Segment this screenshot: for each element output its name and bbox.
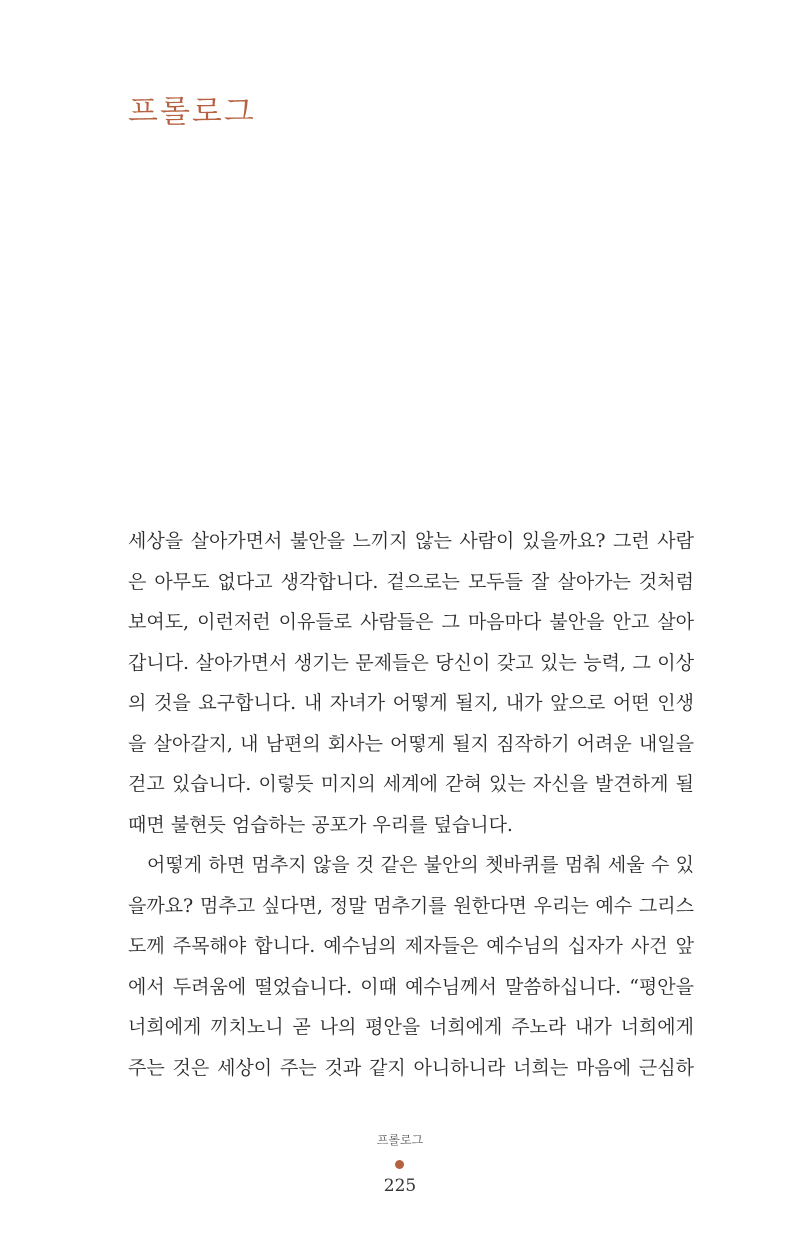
chapter-title: 프롤로그 — [128, 94, 256, 130]
text-line: 은 아무도 없다고 생각합니다. 겉으로는 모두들 잘 살아가는 것처럼 — [128, 570, 694, 593]
text-line: 세상을 살아가면서 불안을 느끼지 않는 사람이 있을까요? 그런 사람 — [128, 530, 694, 552]
text-line: 에서 두려움에 떨었습니다. 이때 예수님께서 말씀하십니다. “평안을 — [128, 975, 694, 998]
text-line: 때면 불현듯 엄습하는 공포가 우리를 덮습니다. — [128, 813, 513, 836]
text-line: 어떻게 하면 멈추지 않을 것 같은 불안의 쳇바퀴를 멈춰 세울 수 있 — [147, 854, 694, 876]
text-line: 걷고 있습니다. 이렇듯 미지의 세계에 갇혀 있는 자신을 발견하게 될 — [128, 773, 694, 795]
text-line: 을 살아갈지, 내 남편의 회사는 어떻게 될지 짐작하기 어려운 내일을 — [128, 732, 694, 755]
text-line: 도께 주목해야 합니다. 예수님의 제자들은 예수님의 십자가 사건 앞 — [128, 935, 694, 957]
text-line: 을까요? 멈추고 싶다면, 정말 멈추기를 원한다면 우리는 예수 그리스 — [128, 894, 694, 917]
text-line: 주는 것은 세상이 주는 것과 같지 아니하니라 너희는 마음에 근심하 — [128, 1056, 694, 1079]
text-line: 보여도, 이런저런 이유들로 사람들은 그 마음마다 불안을 안고 살아 — [128, 611, 694, 633]
text-line: 갑니다. 살아가면서 생기는 문제들은 당신이 갖고 있는 능력, 그 이상 — [128, 651, 694, 674]
text-line: 의 것을 요구합니다. 내 자녀가 어떻게 될지, 내가 앞으로 어떤 인생 — [128, 692, 694, 714]
text-line: 너희에게 끼치노니 곧 나의 평안을 너희에게 주노라 내가 너희에게 — [128, 1016, 694, 1038]
page-number: 225 — [383, 1176, 417, 1196]
ornament-dot — [395, 1160, 404, 1169]
running-head: 프롤로그 — [376, 1133, 424, 1147]
body-text — [128, 521, 694, 1088]
